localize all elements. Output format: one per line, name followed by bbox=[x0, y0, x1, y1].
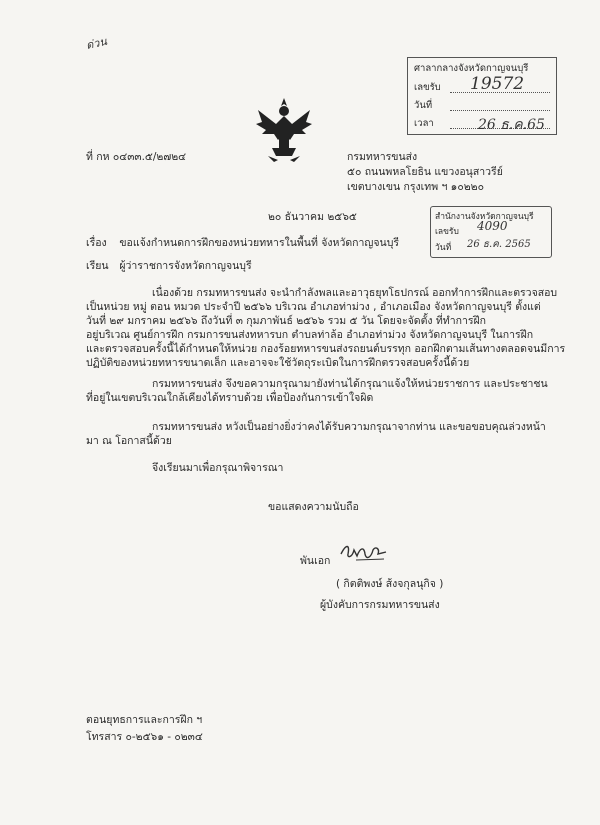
paragraph-3 bbox=[86, 420, 546, 448]
recipient-label: เรียน bbox=[86, 260, 109, 272]
para2-line: กรมทหารขนส่ง จึงขอความกรุณามายังท่านได้กรุณาแจ้งให้หน่วยราชการ และประชาชน bbox=[152, 378, 548, 390]
receipt-stamp bbox=[407, 57, 557, 135]
document-number: ที่ กห ๐๔๓๓.๕/๒๗๒๔ bbox=[86, 151, 187, 163]
stamp2-date-value: 26 ธ.ค. 2565 bbox=[467, 239, 531, 250]
stamp2-office: สำนักงานจังหวัดกาญจนบุรี bbox=[435, 212, 534, 222]
garuda-emblem bbox=[254, 94, 314, 164]
closing: ขอแสดงความนับถือ bbox=[268, 501, 359, 513]
stamp-time-label: เวลา bbox=[414, 118, 434, 129]
para1-line: เป็นหน่วย หมู่ ตอน หมวด ประจำปี ๒๕๖๖ บริเวณ อำเภอท่าม่วง , อำเภอเมือง จังหวัดกาญจนบุรี ตั้งแต่ bbox=[86, 301, 541, 313]
footer-fax: โทรสาร ๐-๒๕๖๑ - ๐๒๓๔ bbox=[86, 731, 203, 743]
signatory-name: ( กิตติพงษ์ ส้งจกุลนุกิจ ) bbox=[336, 578, 444, 590]
closing-request: จึงเรียนมาเพื่อกรุณาพิจารณา bbox=[152, 462, 284, 474]
para2-line: ที่อยู่ในเขตบริเวณใกล้เคียงได้ทราบด้วย เพื่อป้องกันการเข้าใจผิด bbox=[86, 392, 374, 404]
para1-line: อยู่บริเวณ ศูนย์การฝึก กรมการขนส่งทหารบก ตำบลท่าล้อ อำเภอท่าม่วง จังหวัดกาญจนบุรี ในการฝึก bbox=[86, 329, 534, 341]
stamp-office: ศาลากลางจังหวัดกาญจนบุรี bbox=[414, 63, 529, 74]
para3-line: มา ณ โอกาสนี้ด้วย bbox=[86, 435, 172, 447]
paragraph-2 bbox=[86, 377, 548, 405]
stamp-no-value: 19572 bbox=[470, 74, 525, 94]
stamp-no-label: เลขรับ bbox=[414, 82, 441, 93]
document-date: ๒๐ ธันวาคม ๒๕๖๕ bbox=[268, 211, 357, 223]
footer-department: ตอนยุทธการและการฝึก ฯ bbox=[86, 714, 203, 726]
signatory-position: ผู้บังคับการกรมทหารขนส่ง bbox=[320, 599, 440, 611]
handwritten-note: ด่วน bbox=[84, 34, 109, 53]
sender-line-1: กรมทหารขนส่ง bbox=[347, 151, 418, 163]
signatory-rank: พันเอก bbox=[300, 555, 331, 567]
para1-line: เนื่องด้วย กรมทหารขนส่ง จะนำกำลังพลและอาวุธยุทโธปกรณ์ ออกทำการฝึกและตรวจสอบ bbox=[152, 287, 558, 299]
sender-line-3: เขตบางเขน กรุงเทพ ฯ ๑๐๒๒๐ bbox=[347, 181, 485, 193]
para1-line: วันที่ ๒๙ มกราคม ๒๕๖๖ ถึงวันที่ ๓ กุมภาพันธ์ ๒๕๖๖ รวม ๕ วัน โดยจะจัดตั้ง ที่ทำการฝึก bbox=[86, 315, 487, 327]
para3-line: กรมทหารขนส่ง หวังเป็นอย่างยิ่งว่าคงได้รับความกรุณาจากท่าน และขอขอบคุณล่วงหน้า bbox=[152, 421, 546, 433]
handwritten-signature bbox=[338, 540, 390, 564]
paragraph-1 bbox=[86, 286, 565, 370]
recipient-row bbox=[86, 259, 252, 273]
stamp2-no-label: เลขรับ bbox=[435, 227, 459, 237]
para1-line: ปฏิบัติของหน่วยทหารขนาดเล็ก และอาจจะใช้วัตถุระเบิดในการฝึกตรวจสอบครั้งนี้ด้วย bbox=[86, 357, 470, 369]
stamp-date-value: 26 ธ.ค.65 bbox=[478, 117, 545, 133]
para1-line: และตรวจสอบครั้งนี้ได้กำหนดให้หน่วย กองร้อยทหารขนส่งรถยนต์บรรทุก ออกฝึกตามเส้นทางตลอดจนมีการ bbox=[86, 343, 566, 355]
subject-text: ขอแจ้งกำหนดการฝึกของหน่วยทหารในพื้นที่ จังหวัดกาญจนบุรี bbox=[119, 237, 399, 249]
sender-line-2: ๕๐ ถนนพหลโยธิน แขวงอนุสาวรีย์ bbox=[347, 166, 503, 178]
stamp-date-label: วันที่ bbox=[414, 100, 433, 111]
stamp2-no-value: 4090 bbox=[477, 219, 508, 233]
subject-row bbox=[86, 236, 399, 250]
recipient-text: ผู้ว่าราชการจังหวัดกาญจนบุรี bbox=[119, 260, 252, 272]
subject-label: เรื่อง bbox=[86, 237, 107, 249]
receipt-stamp-2 bbox=[430, 206, 552, 258]
stamp2-date-label: วันที่ bbox=[435, 243, 452, 253]
